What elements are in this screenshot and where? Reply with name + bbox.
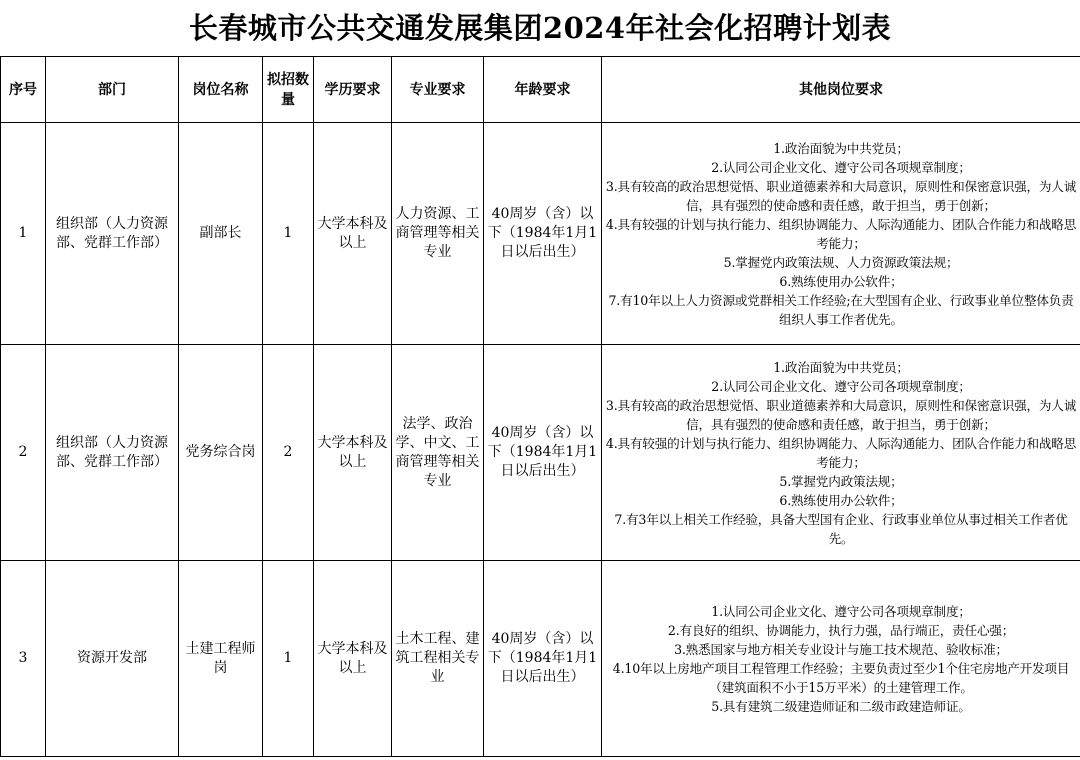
requirement-item: 5.掌握党内政策法规、人力资源政策法规； bbox=[723, 254, 959, 270]
table-row bbox=[1, 123, 1080, 345]
requirement-item: 4.具有较强的计划与执行能力、组织协调能力、人际沟通能力、团队合作能力和战略思考能力； bbox=[605, 216, 1077, 251]
requirement-item: 5.具有建筑二级建造师证和二级市政建造师证。 bbox=[711, 698, 971, 714]
requirement-item: 4.10年以上房地产项目工程管理工作经验；主要负责过至少1个住宅房地产开发项目（建筑面积不小于15万平米）的土建管理工作。 bbox=[612, 660, 1070, 695]
cell-age: 40周岁（含）以下（1984年1月1日以后出生） bbox=[484, 123, 602, 345]
cell-position: 党务综合岗 bbox=[179, 345, 263, 561]
header-row bbox=[1, 57, 1080, 123]
document-title: 长春城市公共交通发展集团2024年社会化招聘计划表 bbox=[188, 11, 892, 45]
requirement-item: 3.具有较高的政治思想觉悟、职业道德素养和大局意识，原则性和保密意识强，为人诚信，具有强烈的使命感和责任感，敢于担当，勇于创新； bbox=[605, 178, 1077, 213]
cell-education: 大学本科及以上 bbox=[314, 561, 392, 757]
cell-dept: 资源开发部 bbox=[46, 561, 179, 757]
requirement-item: 1.认同公司企业文化、遵守公司各项规章制度； bbox=[711, 603, 971, 619]
cell-seq: 2 bbox=[1, 345, 46, 561]
requirement-item: 7.有3年以上相关工作经验，具备大型国有企业、行政事业单位从事过相关工作者优先。 bbox=[614, 511, 1068, 546]
requirements-list bbox=[605, 358, 1077, 548]
recruitment-plan-table bbox=[0, 56, 1080, 757]
header-seq: 序号 bbox=[1, 57, 46, 123]
requirement-item: 3.具有较高的政治思想觉悟、职业道德素养和大局意识，原则性和保密意识强，为人诚信，具有强烈的使命感和责任感，敢于担当，勇于创新； bbox=[605, 397, 1077, 432]
cell-dept: 组织部（人力资源部、党群工作部） bbox=[46, 123, 179, 345]
cell-quota: 2 bbox=[263, 345, 314, 561]
header-position: 岗位名称 bbox=[179, 57, 263, 123]
requirement-item: 4.具有较强的计划与执行能力、组织协调能力、人际沟通能力、团队合作能力和战略思考能力； bbox=[605, 435, 1077, 470]
header-quota: 拟招数量 bbox=[263, 57, 314, 123]
cell-major: 法学、政治学、中文、工商管理等相关专业 bbox=[392, 345, 484, 561]
cell-seq: 3 bbox=[1, 561, 46, 757]
cell-seq: 1 bbox=[1, 123, 46, 345]
requirement-item: 2.认同公司企业文化、遵守公司各项规章制度； bbox=[711, 159, 971, 175]
requirement-item: 7.有10年以上人力资源或党群相关工作经验;在大型国有企业、行政事业单位整体负责组织人事工作者优先。 bbox=[608, 292, 1074, 327]
cell-age: 40周岁（含）以下（1984年1月1日以后出生） bbox=[484, 561, 602, 757]
requirements-list bbox=[605, 139, 1077, 329]
requirement-item: 6.熟练使用办公软件； bbox=[779, 273, 903, 289]
requirement-item: 2.认同公司企业文化、遵守公司各项规章制度； bbox=[711, 378, 971, 394]
header-education: 学历要求 bbox=[314, 57, 392, 123]
requirement-item: 2.有良好的组织、协调能力，执行力强，品行端正，责任心强； bbox=[667, 622, 1015, 638]
cell-major: 人力资源、工商管理等相关专业 bbox=[392, 123, 484, 345]
requirement-item: 5.掌握党内政策法规； bbox=[779, 473, 903, 489]
header-other: 其他岗位要求 bbox=[602, 57, 1080, 123]
requirement-item: 6.熟练使用办公软件； bbox=[779, 492, 903, 508]
cell-position: 土建工程师岗 bbox=[179, 561, 263, 757]
header-age: 年龄要求 bbox=[484, 57, 602, 123]
header-dept: 部门 bbox=[46, 57, 179, 123]
cell-major: 土木工程、建筑工程相关专业 bbox=[392, 561, 484, 757]
requirement-item: 3.熟悉国家与地方相关专业设计与施工技术规范、验收标准； bbox=[674, 641, 1008, 657]
cell-requirements bbox=[602, 561, 1080, 757]
cell-quota: 1 bbox=[263, 123, 314, 345]
cell-requirements bbox=[602, 345, 1080, 561]
cell-education: 大学本科及以上 bbox=[314, 345, 392, 561]
cell-age: 40周岁（含）以下（1984年1月1日以后出生） bbox=[484, 345, 602, 561]
requirement-item: 1.政治面貌为中共党员； bbox=[773, 140, 909, 156]
cell-education: 大学本科及以上 bbox=[314, 123, 392, 345]
cell-position: 副部长 bbox=[179, 123, 263, 345]
header-major: 专业要求 bbox=[392, 57, 484, 123]
requirement-item: 1.政治面貌为中共党员； bbox=[773, 359, 909, 375]
cell-dept: 组织部（人力资源部、党群工作部） bbox=[46, 345, 179, 561]
cell-requirements bbox=[602, 123, 1080, 345]
requirements-list bbox=[605, 602, 1077, 716]
table-row bbox=[1, 561, 1080, 757]
cell-quota: 1 bbox=[263, 561, 314, 757]
table-row bbox=[1, 345, 1080, 561]
